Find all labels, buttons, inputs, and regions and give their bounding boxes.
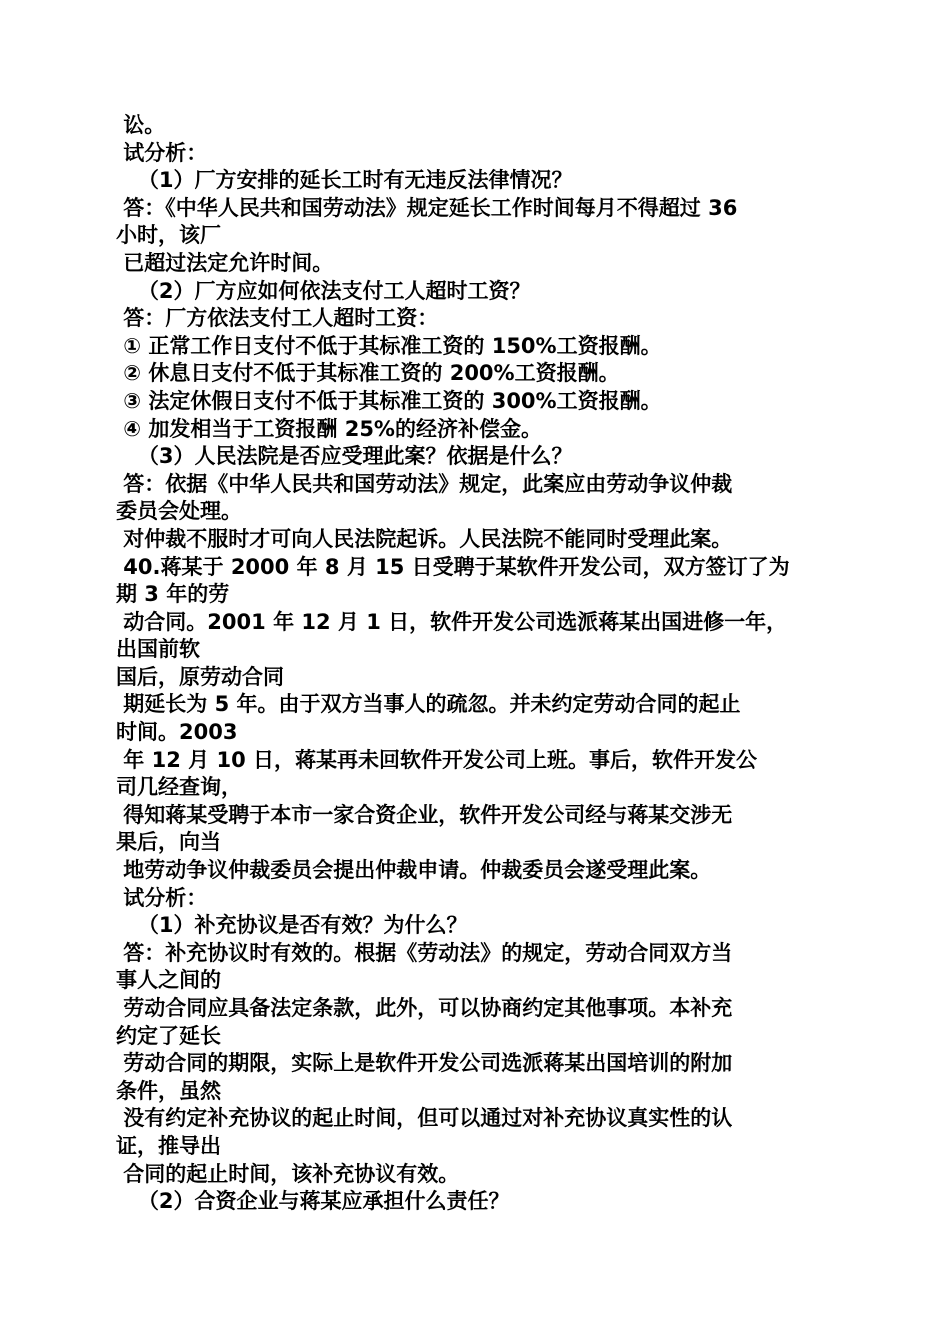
text-line: ④ 加发相当于工资报酬 25%的经济补偿金。 [116, 416, 542, 441]
text-line: 约定了延长 [116, 1023, 221, 1048]
text-line: 合同的起止时间，该补充协议有效。 [116, 1161, 460, 1186]
text-line: 没有约定补充协议的起止时间，但可以通过对补充协议真实性的认 [116, 1106, 733, 1131]
text-line: 司几经查询， [116, 775, 242, 800]
text-line: 地劳动争议仲裁委员会提出仲裁申请。仲裁委员会遂受理此案。 [116, 858, 712, 883]
text-line: 证，推导出 [116, 1133, 221, 1158]
text-line: 国后，原劳动合同 [116, 664, 284, 689]
text-line: 时间。2003 [116, 720, 238, 745]
text-line: 对仲裁不服时才可向人民法院起诉。人民法院不能同时受理此案。 [116, 526, 733, 551]
text-line: 年 12 月 10 日，蒋某再未回软件开发公司上班。事后，软件开发公 [116, 747, 758, 772]
text-line: 答：依据《中华人民共和国劳动法》规定，此案应由劳动争议仲裁 [116, 471, 733, 496]
text-line: 答：厂方依法支付工人超时工资： [116, 306, 439, 331]
text-line: ① 正常工作日支付不低于其标准工资的 150%工资报酬。 [116, 333, 662, 358]
text-line: 得知蒋某受聘于本市一家合资企业，软件开发公司经与蒋某交涉无 [116, 802, 733, 827]
text-line: 已超过法定允许时间。 [116, 250, 334, 275]
text-line: 劳动合同的期限，实际上是软件开发公司选派蒋某出国培训的附加 [116, 1051, 733, 1076]
text-line: 小时，该厂 [116, 223, 221, 248]
text-line: 期 3 年的劳 [116, 582, 230, 607]
text-line: 答：补充协议时有效的。根据《劳动法》的规定，劳动合同双方当 [116, 940, 733, 965]
document-page [116, 112, 832, 1216]
text-line: 条件，虽然 [116, 1078, 221, 1103]
text-line: 讼。 [116, 113, 166, 137]
text-line: 委员会处理。 [116, 499, 242, 524]
text-line: （2）厂方应如何依法支付工人超时工资？ [116, 278, 531, 303]
text-line: （1）补充协议是否有效？为什么？ [116, 913, 468, 938]
text-line: ② 休息日支付不低于其标准工资的 200%工资报酬。 [116, 361, 620, 386]
text-line: 试分析： [116, 140, 208, 165]
text-line: （1）厂方安排的延长工时有无违反法律情况？ [116, 168, 573, 193]
text-line: ③ 法定休假日支付不低于其标准工资的 300%工资报酬。 [116, 388, 662, 413]
text-line: 出国前软 [116, 637, 200, 662]
text-line: 劳动合同应具备法定条款，此外，可以协商约定其他事项。本补充 [116, 996, 733, 1020]
text-line: （2）合资企业与蒋某应承担什么责任？ [116, 1189, 510, 1214]
text-line: 答：《中华人民共和国劳动法》规定延长工作时间每月不得超过 36 [116, 195, 738, 220]
text-line: 事人之间的 [116, 968, 221, 993]
text-line: 试分析： [116, 885, 208, 910]
text-line: 动合同。2001 年 12 月 1 日，软件开发公司选派蒋某出国进修一年， [116, 609, 788, 634]
text-line: 期延长为 5 年。由于双方当事人的疏忽。并未约定劳动合同的起止 [116, 692, 741, 717]
text-line: 40.蒋某于 2000 年 8 月 15 日受聘于某软件开发公司，双方签订了为 [116, 554, 790, 579]
text-line: 果后，向当 [116, 830, 221, 855]
text-line: （3）人民法院是否应受理此案？依据是什么？ [116, 444, 573, 469]
